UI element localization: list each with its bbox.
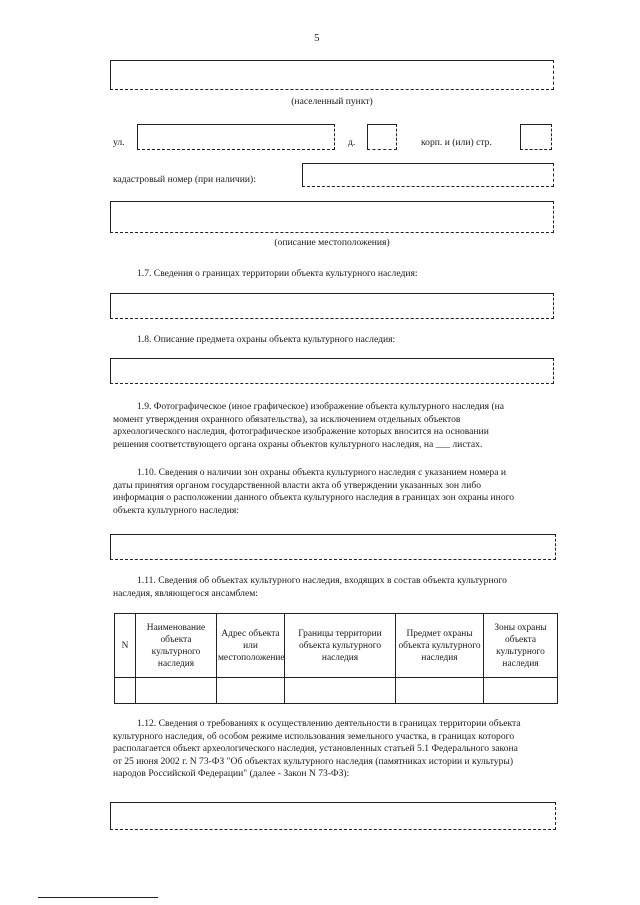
s1-9-line2: момент утверждения охранного обязательства), за исключением отдельных объектов [113,413,461,425]
section-1-10-text [113,467,554,517]
s1-11-line1: 1.11. Сведения об объектах культурного наследия, входящих в состав объекта культурного [137,575,507,586]
building-label: корп. и (или) стр. [421,137,492,148]
cadastral-label: кадастровый номер (при наличии): [113,174,256,185]
col-header-protection-zones: Зоны охраны объекта культурного наследия [484,614,558,678]
s1-12-line1: 1.12. Сведения о требованиях к осуществлению деятельности в границах территории объекта [137,718,521,729]
activity-requirements-field[interactable] [110,802,556,830]
col-header-boundaries: Границы территории объекта культурного наследия [285,614,396,678]
s1-12-line2: культурного наследия, об особом режиме использования земельного участка, в границах которого [113,730,515,742]
s1-9-line4: решения соответствующего органа охраны объектов культурного наследия, на ___ листах. [113,438,483,450]
ensemble-objects-table [114,613,558,704]
section-1-12-text [113,718,554,781]
s1-9-line1: 1.9. Фотографическое (иное графическое) изображение объекта культурного наследия (на [137,401,505,412]
s1-10-line2: даты принятия органом государственной власти акта об утверждении указанных зон либо [113,479,481,491]
cadastral-field[interactable] [302,163,554,187]
s1-12-line5: народов Российской Федерации" (далее - Закон N 73-ФЗ): [113,768,350,780]
table-cell[interactable] [484,678,558,704]
house-field[interactable] [367,124,397,150]
s1-10-line3: информация о расположении данного объекта культурного наследия в границах зон охраны иного [113,492,515,504]
table-cell[interactable] [217,678,285,704]
protection-zones-field[interactable] [110,534,556,560]
s1-10-line1: 1.10. Сведения о наличии зон охраны объекта культурного наследия с указанием номера и [137,467,507,478]
s1-10-line4: объекта культурного наследия: [113,504,240,516]
table-row[interactable] [115,678,558,704]
table-cell[interactable] [285,678,396,704]
house-label: д. [348,137,356,148]
building-field[interactable] [520,124,552,150]
table-cell[interactable] [115,678,136,704]
s1-11-line2: наследия, являющегося ансамблем: [113,587,258,599]
col-header-number: N [115,614,136,678]
location-label: (описание местоположения) [274,237,390,248]
section-1-8-heading: 1.8. Описание предмета охраны объекта культурного наследия: [137,334,396,345]
section-1-11-text [113,575,554,600]
col-header-protection-subject: Предмет охраны объекта культурного наследия [396,614,484,678]
section-1-7-heading: 1.7. Сведения о границах территории объекта культурного наследия: [137,268,418,279]
section-1-9-text [113,401,554,451]
protection-subject-field[interactable] [110,358,554,384]
street-label: ул. [113,137,125,148]
settlement-field[interactable] [110,60,554,90]
table-header-row [115,614,558,678]
territory-boundaries-field[interactable] [110,293,554,319]
s1-12-line4: от 25 июня 2002 г. N 73-ФЗ "Об объектах культурного наследия (памятниках истории и культуры) [113,755,514,767]
col-header-name: Наименование объекта культурного наследия [136,614,217,678]
s1-9-line3: археологического наследия, фотографическое изображение которых вносится на основании [113,426,489,438]
street-field[interactable] [137,124,335,150]
page-number: 5 [314,32,320,44]
settlement-label: (населенный пункт) [291,96,373,107]
s1-12-line3: располагается объект археологического наследия, установленных статьей 5.1 Федерального закона [113,743,518,755]
table-cell[interactable] [396,678,484,704]
table-cell[interactable] [136,678,217,704]
footnote-separator [38,897,158,898]
col-header-address: Адрес объекта или местоположение [217,614,285,678]
location-field[interactable] [110,201,554,233]
